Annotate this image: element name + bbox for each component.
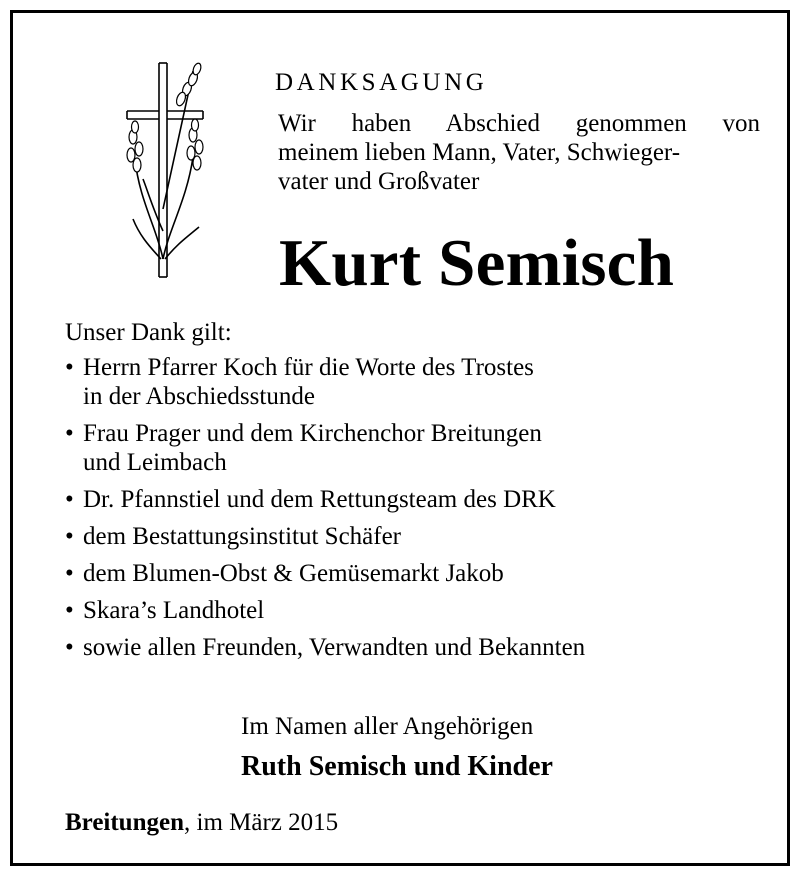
heading: DANKSAGUNG <box>275 69 488 96</box>
place-date <box>65 809 338 837</box>
deceased-name: Kurt Semisch <box>279 226 675 300</box>
thanks-item-line: Dr. Pfannstiel und dem Rettungsteam des DRK <box>83 486 556 513</box>
obituary-card <box>10 10 790 866</box>
closing-line: Im Namen aller Angehörigen <box>241 713 534 740</box>
thanks-item <box>63 596 585 625</box>
intro-line: Wir haben Abschied genommen von <box>278 110 760 137</box>
thanks-item-line: dem Bestattungsinstitut Schäfer <box>83 523 402 550</box>
thanks-item <box>63 522 585 551</box>
thanks-item-line: Skara’s Landhotel <box>83 597 265 624</box>
intro-line: vater und Großvater <box>278 168 480 195</box>
thanks-item-line: dem Blumen-Obst & Gemüsemarkt Jakob <box>83 560 504 587</box>
thanks-lead: Unser Dank gilt: <box>65 319 232 346</box>
place-name: Breitungen <box>65 809 184 836</box>
thanks-list <box>63 353 585 670</box>
signer-name: Ruth Semisch und Kinder <box>241 751 553 782</box>
thanks-item <box>63 419 585 477</box>
thanks-item-line: Frau Prager und dem Kirchenchor Breitungen <box>83 420 542 447</box>
thanks-item <box>63 485 585 514</box>
date-text: , im März 2015 <box>184 809 339 836</box>
thanks-item <box>63 353 585 411</box>
cross-with-wheat-icon <box>117 59 213 279</box>
intro-text <box>278 109 760 196</box>
intro-line: meinem lieben Mann, Vater, Schwieger- <box>278 139 681 166</box>
thanks-item <box>63 559 585 588</box>
thanks-item-line: in der Abschiedsstunde <box>83 383 315 410</box>
thanks-item <box>63 633 585 662</box>
thanks-item-line: und Leimbach <box>83 449 227 476</box>
thanks-item-line: Herrn Pfarrer Koch für die Worte des Trostes <box>83 354 534 381</box>
thanks-item-line: sowie allen Freunden, Verwandten und Bekannten <box>83 634 586 661</box>
